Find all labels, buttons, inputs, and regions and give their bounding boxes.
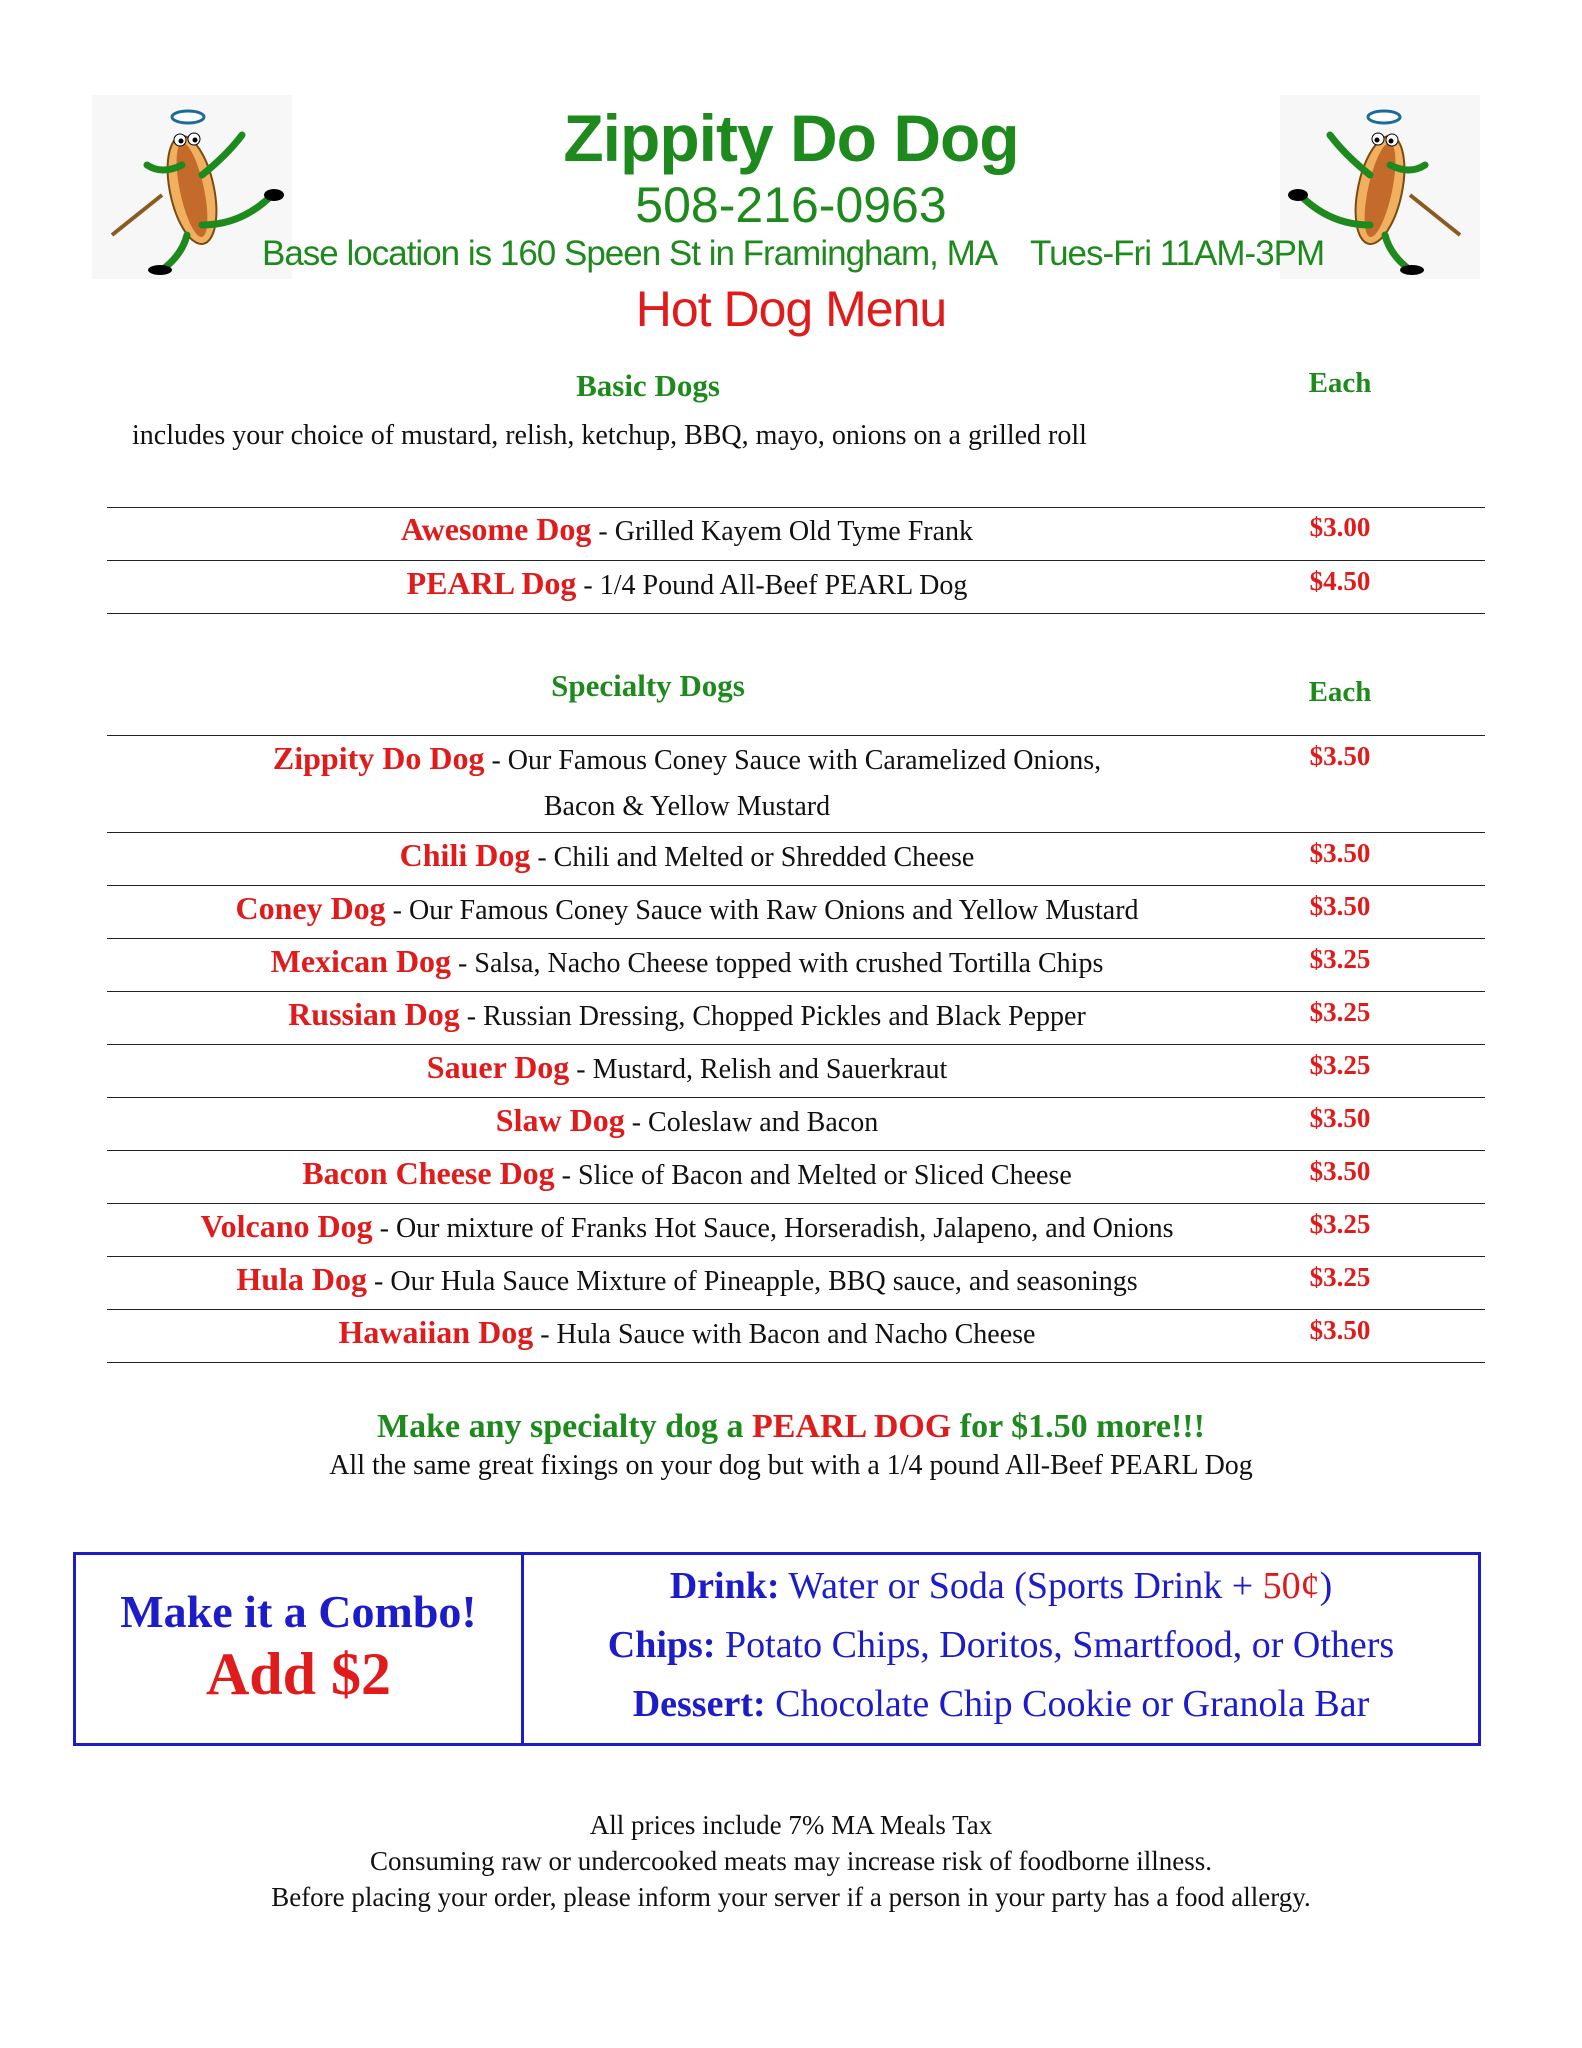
- item-price: $3.25: [1309, 944, 1371, 974]
- divider: [107, 1150, 1485, 1151]
- menu-item: Awesome Dog - Grilled Kayem Old Tyme Frank: [400, 511, 974, 547]
- combo-dessert-label: Dessert:: [632, 1683, 766, 1725]
- divider: [107, 507, 1485, 508]
- pearl-upgrade-subtext: All the same great fixings on your dog but with a 1/4 pound All-Beef PEARL Dog: [329, 1450, 1253, 1481]
- combo-drink-text: Water or Soda (Sports Drink +: [788, 1565, 1254, 1607]
- combo-dessert-line: [524, 1682, 1478, 1726]
- combo-chips-line: [524, 1623, 1478, 1667]
- item-description: Chili and Melted or Shredded Cheese: [553, 842, 975, 873]
- item-price: $3.50: [1309, 891, 1371, 921]
- item-description: Our Famous Coney Sauce with Caramelized Onions,: [507, 745, 1102, 776]
- divider: [107, 735, 1485, 736]
- divider: [107, 560, 1485, 561]
- menu-item-continued: [107, 790, 1267, 824]
- menu-title: Hot Dog Menu: [635, 281, 947, 337]
- item-price: $3.25: [1309, 1262, 1371, 1292]
- basic-dogs-heading: Basic Dogs: [576, 368, 720, 403]
- item-name: Russian Dog: [288, 996, 460, 1032]
- divider: [107, 938, 1485, 939]
- item-description: Salsa, Nacho Cheese topped with crushed Tortilla Chips: [474, 948, 1104, 979]
- item-description: Coleslaw and Bacon: [648, 1107, 879, 1138]
- combo-drink-line: [524, 1564, 1478, 1608]
- divider: [107, 885, 1485, 886]
- item-name: Bacon Cheese Dog: [302, 1155, 555, 1191]
- combo-chips-label: Chips:: [607, 1624, 716, 1666]
- divider: [107, 1309, 1485, 1310]
- item-name: Chili Dog: [399, 837, 531, 873]
- divider: [107, 1203, 1485, 1204]
- menu-item: Hula Dog - Our Hula Sauce Mixture of Pineapple, BBQ sauce, and seasonings: [236, 1261, 1138, 1297]
- combo-heading: Make it a Combo!: [120, 1586, 477, 1637]
- combo-drink-close: ): [1319, 1565, 1333, 1607]
- combo-price: Add $2: [205, 1641, 392, 1707]
- divider: [107, 1044, 1485, 1045]
- item-price: $3.25: [1309, 997, 1371, 1027]
- specialty-dogs-heading: Specialty Dogs: [551, 668, 745, 703]
- divider: [107, 1097, 1485, 1098]
- business-hours: Tues-Fri 11AM-3PM: [1030, 234, 1325, 273]
- item-price: $3.50: [1309, 1103, 1371, 1133]
- item-name: Mexican Dog: [270, 943, 452, 979]
- menu-item: Mexican Dog - Salsa, Nacho Cheese topped with crushed Tortilla Chips: [270, 943, 1104, 979]
- item-name: Awesome Dog: [400, 511, 592, 547]
- item-name: Hawaiian Dog: [338, 1314, 534, 1350]
- item-name: Hula Dog: [236, 1261, 368, 1297]
- item-description: 1/4 Pound All-Beef PEARL Dog: [599, 570, 968, 601]
- menu-item: Hawaiian Dog - Hula Sauce with Bacon and Nacho Cheese: [338, 1314, 1036, 1350]
- pearl-upgrade-line: [0, 1408, 1582, 1446]
- item-description: Slice of Bacon and Melted or Sliced Cheese: [578, 1160, 1072, 1191]
- combo-drink-extra: 50¢: [1262, 1565, 1320, 1607]
- footer-tax-note: All prices include 7% MA Meals Tax: [589, 1810, 993, 1840]
- item-name: Volcano Dog: [200, 1208, 373, 1244]
- item-name: Zippity Do Dog: [272, 740, 485, 776]
- menu-item: Slaw Dog - Coleslaw and Bacon: [495, 1102, 879, 1138]
- item-price: $3.25: [1309, 1209, 1371, 1239]
- menu-item: Volcano Dog - Our mixture of Franks Hot Sauce, Horseradish, Jalapeno, and Onions: [200, 1208, 1174, 1244]
- menu-item: Chili Dog - Chili and Melted or Shredded Cheese: [399, 837, 975, 873]
- divider: [107, 613, 1485, 614]
- base-location: Base location is 160 Speen St in Framingham, MA: [262, 234, 998, 273]
- basic-dogs-subtitle: includes your choice of mustard, relish, ketchup, BBQ, mayo, onions on a grilled roll: [132, 420, 1087, 451]
- item-name: Sauer Dog: [426, 1049, 570, 1085]
- item-description: Our mixture of Franks Hot Sauce, Horseradish, Jalapeno, and Onions: [395, 1213, 1174, 1244]
- divider: [107, 832, 1485, 833]
- menu-item: PEARL Dog - 1/4 Pound All-Beef PEARL Dog: [406, 565, 968, 601]
- item-description: Our Famous Coney Sauce with Raw Onions and Yellow Mustard: [409, 895, 1139, 926]
- divider: [107, 991, 1485, 992]
- item-name: PEARL Dog: [406, 565, 577, 601]
- item-name: Slaw Dog: [495, 1102, 625, 1138]
- menu-item: Russian Dog - Russian Dressing, Chopped Pickles and Black Pepper: [288, 996, 1086, 1032]
- pearl-upgrade-prefix: Make any specialty dog a: [377, 1408, 744, 1445]
- item-name: Coney Dog: [235, 890, 386, 926]
- phone-number: 508-216-0963: [635, 177, 947, 233]
- specialty-each-label: Each: [1308, 676, 1372, 708]
- combo-dessert-text: Chocolate Chip Cookie or Granola Bar: [775, 1683, 1370, 1725]
- item-price: $3.50: [1309, 741, 1371, 771]
- item-price: $3.00: [1309, 512, 1371, 542]
- item-description: Russian Dressing, Chopped Pickles and Black Pepper: [483, 1001, 1086, 1032]
- item-description-continued: Bacon & Yellow Mustard: [543, 791, 831, 822]
- basic-each-label: Each: [1308, 367, 1372, 399]
- combo-drink-label: Drink:: [669, 1565, 780, 1607]
- item-price: $3.25: [1309, 1050, 1371, 1080]
- item-price: $3.50: [1309, 838, 1371, 868]
- item-price: $4.50: [1309, 566, 1371, 596]
- footer-health-warning: Consuming raw or undercooked meats may increase risk of foodborne illness.: [369, 1846, 1213, 1876]
- item-description: Grilled Kayem Old Tyme Frank: [614, 516, 974, 547]
- menu-item: Bacon Cheese Dog - Slice of Bacon and Melted or Sliced Cheese: [302, 1155, 1072, 1191]
- menu-item: Coney Dog - Our Famous Coney Sauce with Raw Onions and Yellow Mustard: [235, 890, 1139, 926]
- item-description: Our Hula Sauce Mixture of Pineapple, BBQ sauce, and seasonings: [390, 1266, 1138, 1297]
- item-price: $3.50: [1309, 1315, 1371, 1345]
- divider: [107, 1362, 1485, 1363]
- footer-allergy-note: Before placing your order, please inform your server if a person in your party has a food allergy.: [271, 1882, 1311, 1912]
- menu-item: Sauer Dog - Mustard, Relish and Sauerkraut: [426, 1049, 948, 1085]
- item-price: $3.50: [1309, 1156, 1371, 1186]
- combo-chips-text: Potato Chips, Doritos, Smartfood, or Others: [725, 1624, 1395, 1666]
- menu-item: Zippity Do Dog - Our Famous Coney Sauce with Caramelized Onions,: [272, 740, 1102, 776]
- pearl-upgrade-highlight: PEARL DOG: [751, 1408, 952, 1445]
- item-description: Hula Sauce with Bacon and Nacho Cheese: [556, 1319, 1036, 1350]
- pearl-upgrade-suffix: for $1.50 more!!!: [959, 1408, 1205, 1445]
- page-title: Zippity Do Dog: [563, 101, 1019, 175]
- item-description: Mustard, Relish and Sauerkraut: [592, 1054, 948, 1085]
- divider: [107, 1256, 1485, 1257]
